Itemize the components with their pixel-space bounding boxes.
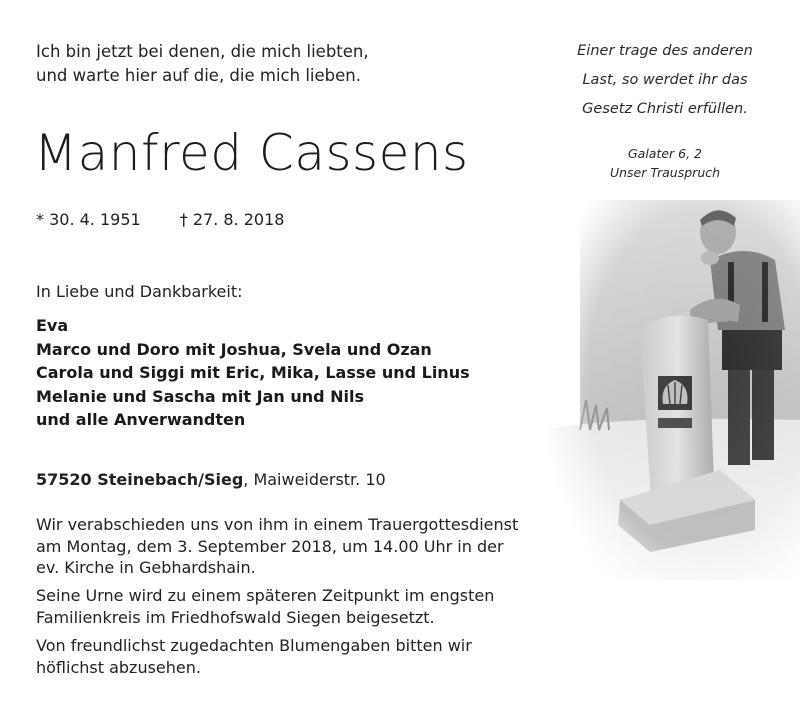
motto-line-2: und warte hier auf die, die mich lieben. <box>36 66 361 85</box>
family-address <box>36 470 496 489</box>
deceased-name: Manfred Cassens <box>34 124 469 182</box>
mourner-name: Melanie und Sascha mit Jan und Nils <box>36 386 365 406</box>
verse-line-2: Last, so werdet ihr das <box>582 72 748 88</box>
birth-date: * 30. 4. 1951 <box>36 210 141 229</box>
flowers-paragraph <box>36 635 556 678</box>
urn-paragraph <box>36 585 556 628</box>
verse-line-3: Gesetz Christi erfüllen. <box>582 101 748 117</box>
death-date: † 27. 8. 2018 <box>179 210 285 229</box>
address-street: , Maiweiderstr. 10 <box>243 470 386 489</box>
mourners-intro: In Liebe und Dankbarkeit: <box>36 282 243 301</box>
mourner-name: Marco und Doro mit Joshua, Svela und Ozan <box>36 339 432 359</box>
flowers-line: Von freundlichst zugedachten Blumengaben bitten wir <box>36 636 472 655</box>
service-line: ev. Kirche in Gebhardshain. <box>36 558 256 577</box>
service-paragraph <box>36 514 556 579</box>
verse-reference-block <box>580 144 750 182</box>
motto <box>36 40 456 88</box>
portrait-photo <box>540 180 800 580</box>
bible-verse <box>560 37 770 124</box>
mourner-name: Carola und Siggi mit Eric, Mika, Lasse und Linus <box>36 363 470 382</box>
verse-reference: Galater 6, 2 <box>627 146 703 161</box>
mourner-name: und alle Anverwandten <box>36 410 246 429</box>
mourners-list <box>36 314 496 432</box>
mourner-name: Eva <box>36 316 69 335</box>
motto-line-1: Ich bin jetzt bei denen, die mich liebten, <box>36 42 369 61</box>
urn-line: Familienkreis im Friedhofswald Siegen beigesetzt. <box>36 607 435 627</box>
service-line: am Montag, dem 3. September 2018, um 14.00 Uhr in der <box>36 536 504 556</box>
life-dates <box>36 210 436 229</box>
address-city: 57520 Steinebach/Sieg <box>36 470 244 489</box>
service-line: Wir verabschieden uns von ihm in einem Trauergottesdienst <box>36 515 519 534</box>
urn-line: Seine Urne wird zu einem späteren Zeitpunkt im engsten <box>36 586 495 605</box>
verse-note: Unser Trauspruch <box>609 165 721 180</box>
verse-line-1: Einer trage des anderen <box>577 43 753 59</box>
flowers-line: höflichst abzusehen. <box>36 657 201 677</box>
